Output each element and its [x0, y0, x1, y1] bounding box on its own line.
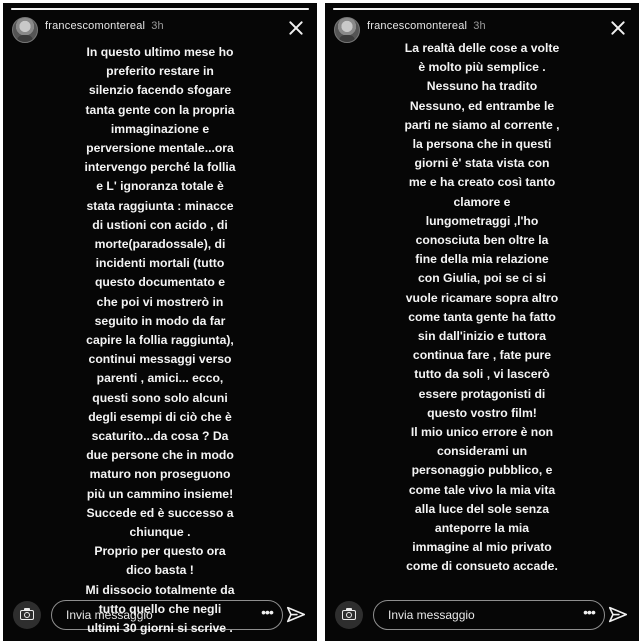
- username[interactable]: [367, 20, 486, 32]
- story-progress-bar: [11, 8, 309, 10]
- camera-lens-shape: [346, 612, 352, 618]
- post-time: 3h: [473, 20, 486, 32]
- more-dots-icon[interactable]: •••: [261, 604, 273, 620]
- story-header: [12, 17, 308, 43]
- send-icon[interactable]: [607, 604, 629, 626]
- username[interactable]: [45, 20, 164, 32]
- story-progress-fill: [11, 8, 309, 10]
- camera-lens-shape: [24, 612, 30, 618]
- reply-bar: [13, 599, 307, 631]
- send-icon[interactable]: [285, 604, 307, 626]
- message-input[interactable]: [373, 600, 605, 630]
- story-panel-right: [325, 3, 639, 641]
- close-icon[interactable]: [286, 18, 306, 38]
- post-time: 3h: [151, 20, 164, 32]
- story-progress-bar: [333, 8, 631, 10]
- story-panel-left: [3, 3, 317, 641]
- avatar[interactable]: [12, 17, 38, 43]
- camera-icon[interactable]: [13, 601, 41, 629]
- username-text[interactable]: francescomontereal: [45, 20, 146, 32]
- story-progress-fill: [333, 8, 631, 10]
- story-text: In questo ultimo mese ho preferito restare in silenzio facendo sfogare tanta gente con la propria immaginazione e perversione mentale...ora intervengo perché la follia e L' ignoranza totale è stata raggiunta : minacce di ustioni con acido , di morte(paradossale), di incidenti mortali (tutto questo documentato e che poi vi mostrerò in seguito in modo da far capire la follia raggiunta), continui messaggi verso parenti , amici... ecco, questi sono solo alcuni degli esempi di ciò che è scaturito...da cosa ? Da due persone che in modo maturo non proseguono più un cammino insieme! Succede ed è successo a chiunque . Proprio per questo ora dico basta ! Mi dissocio totalmente da tutto quello che negli ultimi 30 giorni si scrive .: [84, 45, 236, 636]
- reply-bar: [335, 599, 629, 631]
- username-text[interactable]: francescomontereal: [367, 20, 468, 32]
- close-icon[interactable]: [608, 18, 628, 38]
- story-text: La realtà delle cose a volte è molto più semplice . Nessuno ha tradito Nessuno, ed entrambe le parti ne siamo al corrente , la persona che in questi giorni è' stata vista con me e ha creato così tanto clamore e lungometraggi ,l'ho conosciuta ben oltre la fine della mia relazione con Giulia, poi se ci si vuole ricamare sopra altro come tanta gente ha fatto sin dall'inizio e tuttora continua fare , fate pure tutto da soli , vi lascerò essere protagonisti di questo vostro film! Il mio unico errore è non considerami un personaggio pubblico, e come tale vivo la mia vita alla luce del sole senza anteporre la mia immagine al mio privato come di consueto accade.: [404, 41, 560, 574]
- camera-icon[interactable]: [335, 601, 363, 629]
- more-dots-icon[interactable]: •••: [583, 604, 595, 620]
- message-input[interactable]: [51, 600, 283, 630]
